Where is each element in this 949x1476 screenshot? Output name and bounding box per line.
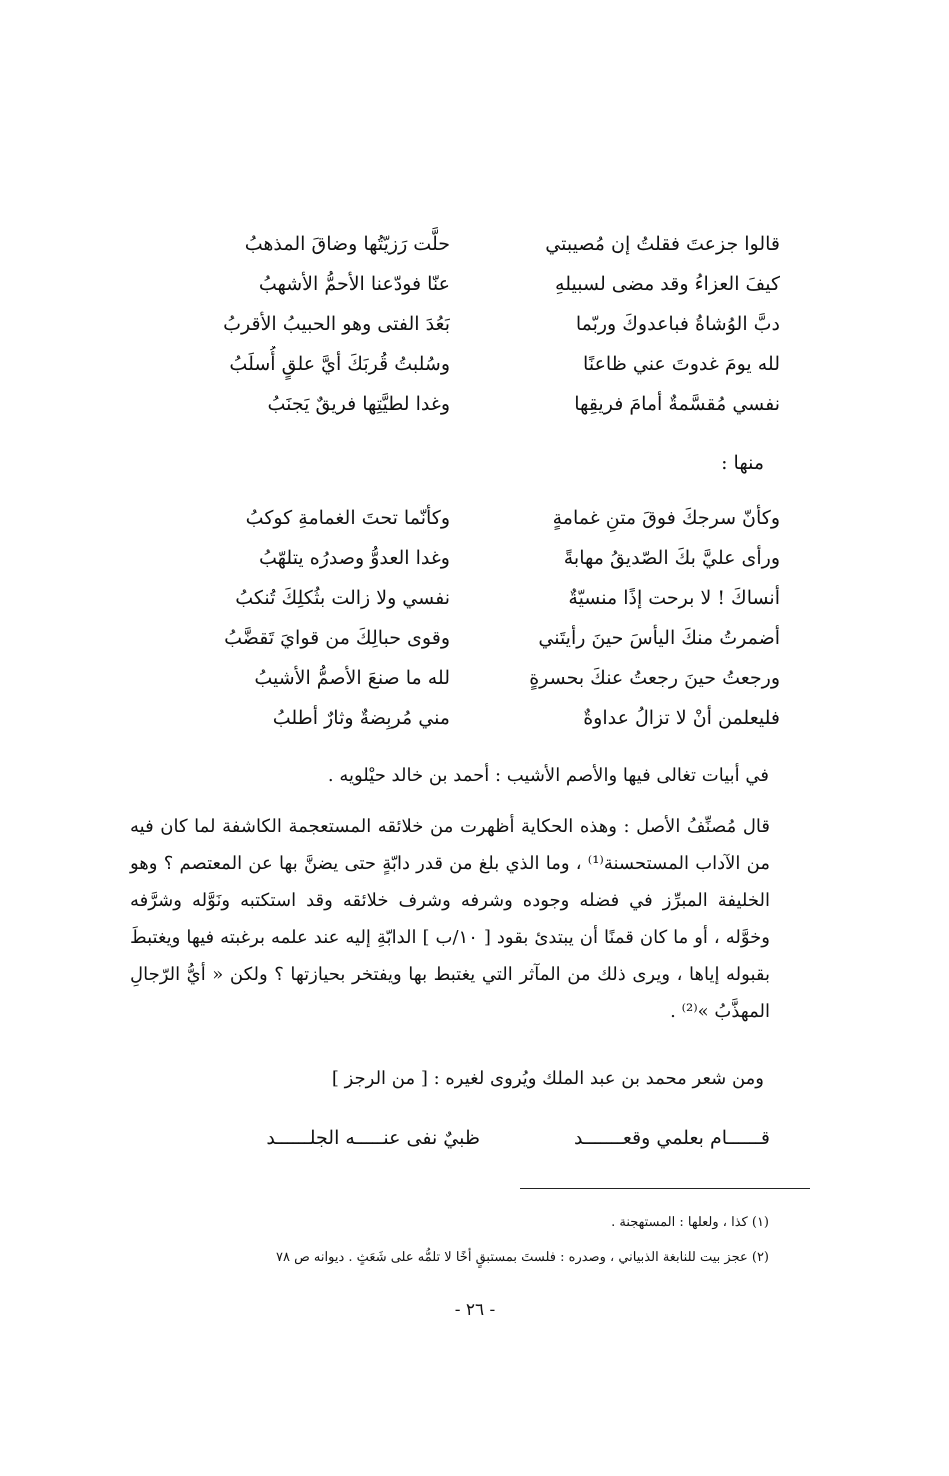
verse-hemistich-first: فليعلمن أنْ لا تزالُ عداوةٌ (583, 707, 780, 729)
verse-hemistich-second: وغدا العدوُّ وصدرُه يتلهّبُ (258, 547, 450, 569)
verse-hemistich-second: حلَّت رَزيّتُها وضاقَ المذهبُ (244, 233, 450, 255)
page-number: - ٢٦ - (454, 1300, 496, 1320)
poem-intro-line: ومن شعر محمد بن عبد الملك ويُروى لغيره : [ من الرجز ] (331, 1068, 764, 1089)
verse-line (180, 580, 780, 620)
verse-hemistich-second: وغدا لطيَّتِها فريقٌ يَجنَبُ (267, 393, 450, 415)
verse-line (180, 700, 780, 740)
verse-hemistich-second: نفسي ولا زالت بثُكلِكَ تُنكبُ (235, 587, 450, 609)
verse-hemistich-second: وسُلبتُ قُربَكَ أيَّ علقٍ أُسلَبُ (229, 353, 450, 375)
verse-hemistich-second: بَعُدَ الفتى وهو الحبيبُ الأقربُ (223, 313, 450, 335)
verse-line (180, 226, 780, 266)
verse-hemistich-second: وكأنّما تحتَ الغمامةِ كوكبُ (245, 507, 450, 529)
verse-hemistich-first: نفسي مُقسَّمةٌ أمامَ فريقِها (574, 393, 780, 415)
verse-hemistich-first: دبَّ الوُشاةُ فباعدوكَ وربّما (575, 313, 780, 335)
verse-hemistich-first: أنساكَ ! لا برحت إذًا منسيّةٌ (568, 587, 780, 609)
verse-hemistich-first: ورأى عليَّ بكَ الصّديقُ مهابةً (563, 547, 780, 569)
footnote-2: (٢) عجز بيت للنابغة الذبياني ، وصدره : فلستَ بمستبقٍ أخًا لا تلمُّه على شَعَثٍ . ديوانه ص ٧٨ (275, 1250, 769, 1265)
poem-block-2 (180, 500, 780, 740)
verse-line (180, 540, 780, 580)
verse-hemistich-second: مني مُربِضةٌ وثارٌ أطلبُ (272, 707, 450, 729)
verse-line (180, 346, 780, 386)
verse-hemistich-first: قالوا جزعتَ فقلتُ إن مُصيبتي (545, 233, 780, 255)
verse-line (180, 386, 780, 426)
verse-hemistich-second: لله ما صنعَ الأصمُّ الأشيبُ (254, 667, 450, 689)
verse-hemistich-first: وكأنّ سرجكَ فوقَ متنِ غمامةٍ (552, 507, 780, 529)
verse-line (180, 660, 780, 700)
verse-hemistich-first: قــــــام بعلمي وقعـــــــد (573, 1127, 770, 1149)
attribution-note: في أبيات تغالى فيها والأصم الأشيب : أحمد بن خالد حيْلويه . (327, 765, 769, 786)
poem-block-1 (180, 226, 780, 426)
verse-line (180, 620, 780, 660)
verse-hemistich-first: ورجعتُ حينَ رجعتُ عنكَ بحسرةٍ (529, 667, 780, 689)
verse-line (180, 500, 780, 540)
verse-hemistich-second: وقوى حبالِكَ من قوايَ تَقضَّبُ (224, 627, 450, 649)
verse-hemistich-second: عنّا فودّعنا الأحمُّ الأشهبُ (258, 273, 450, 295)
paragraph-text: قال مُصنِّفُ الأصل : وهذه الحكاية أظهرت من خلائقه المستعجمة الكاشفة لما كان فيه من الآداب المستحسنة⁽¹⁾ ، وما الذي بلغ من قدر دابّةٍ حتى يضنَّ بها عن المعتصم ؟ وهو الخليفة المبرِّز في فضله وجوده وشرفه وشرف خلائقه وقد استكتبه ونَوَّله وشرَّفه وخوَّله ، أو ما كان قمنًا أن يبتدئ بقود [ ١٠/ب ] الدابّةِ إليه عند علمه برغبته فيها ويغتبطَ بقبوله إياها ، ويرى ذلك من المآثر التي يغتبط بها ويفتخر بحيازتها ؟ ولكن « أيُّ الرّجالِ المهذَّبُ »⁽²⁾ . (130, 816, 770, 1022)
footnote-1: (١) كذا ، ولعلها : المستهجنة . (611, 1215, 769, 1230)
verse-hemistich-first: أضمرتُ منكَ اليأسَ حينَ رأيتَني (538, 627, 780, 649)
verse-line (180, 266, 780, 306)
rajaz-verse (220, 1120, 770, 1160)
section-label-minha: منها : (721, 452, 764, 474)
verse-hemistich-first: لله يومَ غدوتَ عني ظاعنًا (583, 353, 780, 375)
verse-hemistich-first: كيفَ العزاءُ وقد مضى لسبيلهِ (555, 273, 780, 295)
verse-hemistich-second: ظبيٌ نفى عنـــــه الجلــــــد (266, 1127, 480, 1149)
footnote-divider (520, 1188, 810, 1189)
verse-line (180, 306, 780, 346)
prose-paragraph (130, 808, 770, 1030)
